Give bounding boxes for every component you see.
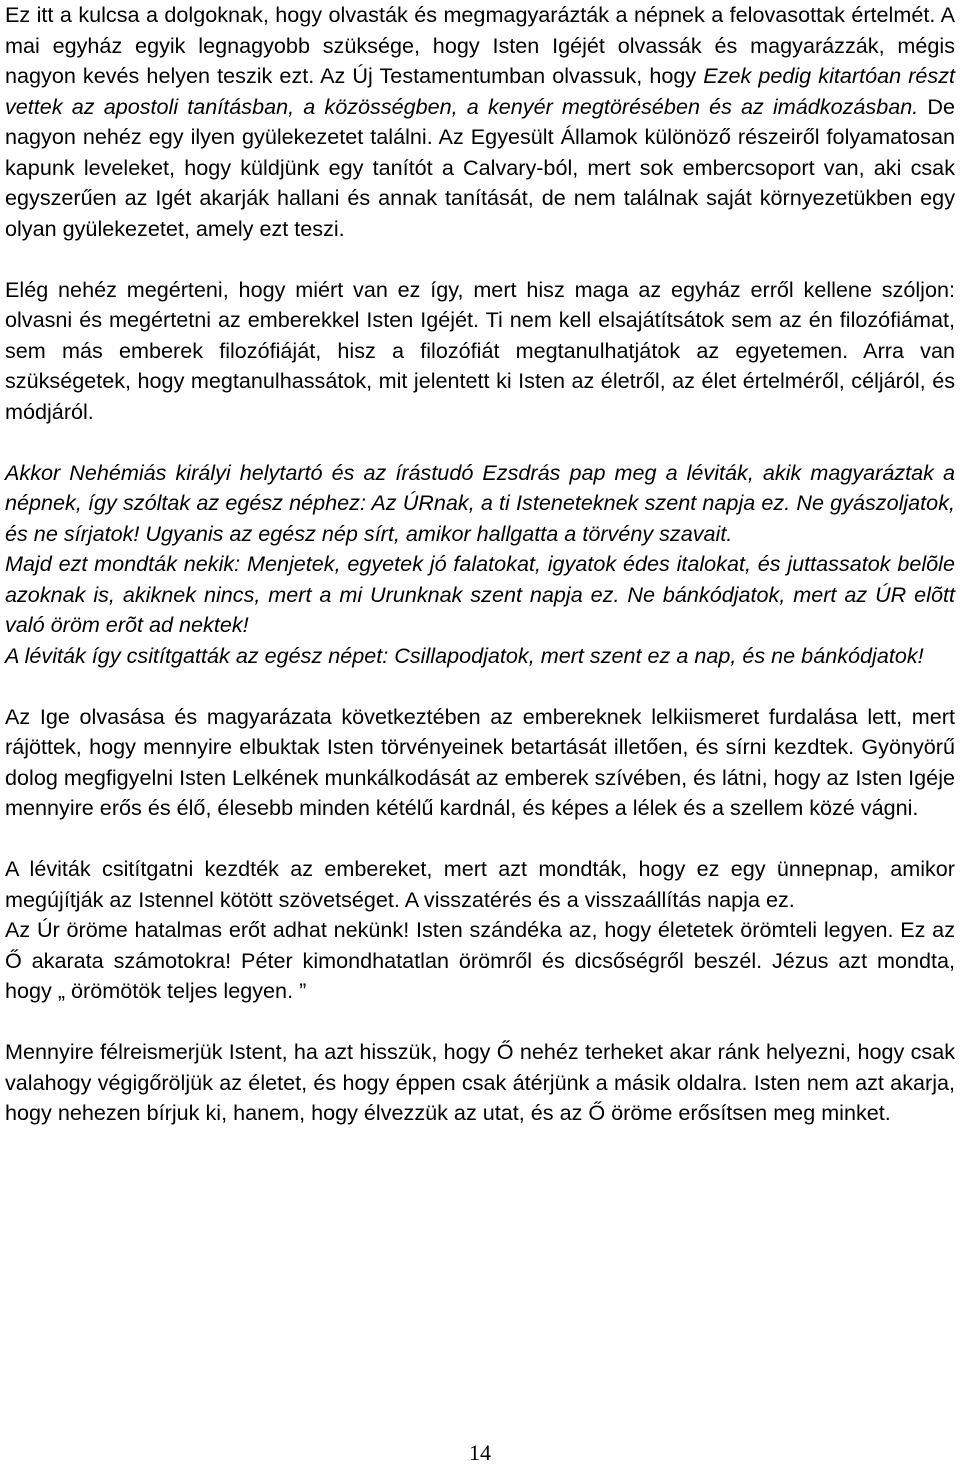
paragraph-1-quote: Ezek pedig kitartóan részt vettek az apostoli tanításban, a közösségben, a kenyér megtörésében és az imádkozásban.	[5, 63, 955, 119]
page-number: 14	[469, 1440, 491, 1465]
paragraph-6-text: Mennyire félreismerjük Istent, ha azt hisszük, hogy Ő nehéz terheket akar ránk helyezni, hogy csak valahogy végigőröljük az életet, és hogy éppen csak átérjünk a másik oldalra. Isten nem azt akarja, hogy nehezen bírjuk ki, hanem, hogy élvezzük az utat, és az Ő öröme erősítsen meg minket.	[5, 1039, 955, 1125]
scripture-quote-1-text: Akkor Nehémiás királyi helytartó és az írástudó Ezsdrás pap meg a léviták, akik magyaráztak a népnek, így szóltak az egész néphez: Az ÚRnak, a ti Isteneteknek szent napja ez. Ne gyászoljatok, és ne sírjatok! Ugyanis az egész nép sírt, amikor hallgatta a törvény szavait.	[5, 459, 955, 546]
paragraph-4-text: A léviták csitítgatni kezdték az embereket, mert azt mondták, hogy ez egy ünnepnap, amikor megújítják az Istennel kötött szövetséget. A visszatérés és a visszaállítás napja ez.	[5, 856, 955, 912]
paragraph-3	[5, 702, 955, 824]
paragraph-5	[5, 915, 955, 1007]
paragraph-1-text: Ez itt a kulcsa a dolgoknak, hogy olvasták és megmagyarázták a népnek a felovasottak értelmét. A mai egyház egyik legnagyobb szüksége, hogy Isten Igéjét olvassák és magyarázzák, mégis nagyon kevés helyen teszik ezt. Az Új Testamentumban olvassuk, hogy	[5, 2, 955, 88]
paragraph-6	[5, 1037, 955, 1129]
paragraph-4	[5, 854, 955, 915]
paragraph-5-text: Az Úr öröme hatalmas erőt adhat nekünk! Isten szándéka az, hogy életetek örömteli legyen. Ez az Ő akarata számotokra! Péter kimondhatatlan örömről és dicsőségről beszél. Jézus azt mondta, hogy „ örömötök teljes legyen. ”	[5, 917, 955, 1003]
paragraph-1-text-cont: De nagyon nehéz egy ilyen gyülekezetet találni. Az Egyesült Államok különöző részeiről folyamatosan kapunk leveleket, hogy küldjünk egy tanítót a Calvary-ból, mert sok embercsoport van, aki csak egyszerűen az Igét akarják hallani és annak tanítását, de nem találnak saját környezetükben egy olyan gyülekezetet, amely ezt teszi.	[5, 93, 955, 241]
paragraph-3-text: Az Ige olvasása és magyarázata következtében az embereknek lelkiismeret furdalása lett, mert rájöttek, hogy mennyire elbuktak Isten törvényeinek betartását illetően, és sírni kezdtek. Gyönyörű dolog megfigyelni Isten Lelkének munkálkodását az emberek szívében, és látni, hogy az Isten Igéje mennyire erős és élő, élesebb minden kétélű kardnál, és képes a lélek és a szellem közé vágni.	[5, 703, 955, 820]
scripture-quote-2-text: Majd ezt mondták nekik: Menjetek, egyetek jó falatokat, igyatok édes italokat, és juttassatok belõle azoknak is, akiknek nincs, mert a mi Urunknak szent napja ez. Ne bánkódjatok, mert az ÚR elõtt való öröm erõt ad nektek!	[5, 551, 955, 637]
scripture-quote-3-text: A léviták így csitítgatták az egész népet: Csillapodjatok, mert szent ez a nap, és ne bánkódjatok!	[5, 642, 924, 668]
paragraph-2-text: Elég nehéz megérteni, hogy miért van ez így, mert hisz maga az egyház erről kellene szóljon: olvasni és megértetni az emberekkel Isten Igéjét. Ti nem kell elsajátítsátok sem az én filozófiámat, sem más emberek filozófiáját, hisz a filozófiát megtanulhatjátok az egyetemen. Arra van szükségetek, hogy megtanulhassátok, mit jelentett ki Isten az életről, az élet értelméről, céljáról, és módjáról.	[5, 276, 955, 424]
paragraph-1	[5, 0, 955, 244]
scripture-quote-3	[5, 641, 955, 672]
paragraph-2	[5, 275, 955, 428]
scripture-quote-2	[5, 549, 955, 641]
document-body	[5, 0, 955, 1159]
scripture-quote-1	[5, 458, 955, 550]
